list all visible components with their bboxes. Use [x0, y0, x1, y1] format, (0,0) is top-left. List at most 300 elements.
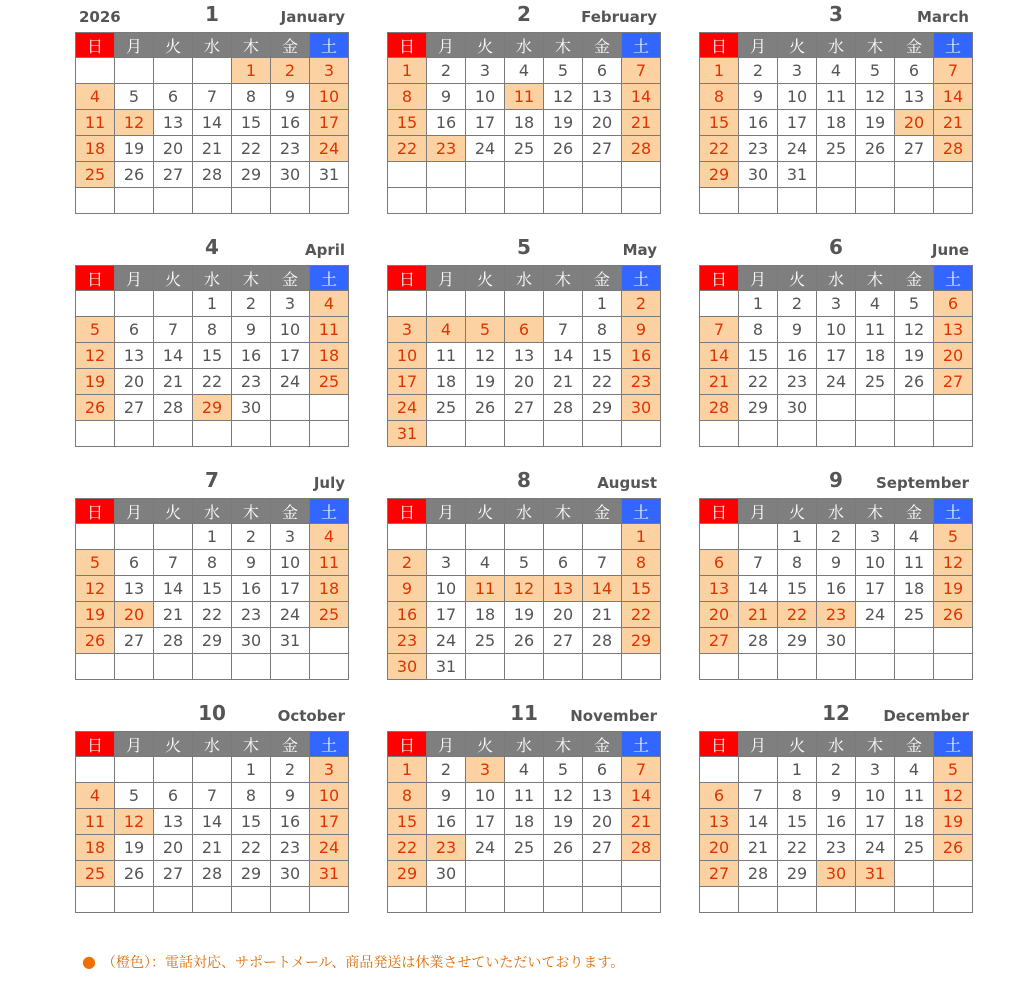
- empty-cell: [934, 162, 973, 188]
- month-name: October: [277, 707, 345, 725]
- weekday-header: 水: [505, 732, 544, 757]
- empty-cell: [154, 654, 193, 680]
- day-cell: 28: [739, 628, 778, 654]
- day-cell: 15: [193, 343, 232, 369]
- week-row: [76, 524, 349, 550]
- day-cell: 22: [583, 369, 622, 395]
- day-cell: 14: [193, 809, 232, 835]
- weekday-header-row: [76, 33, 349, 58]
- day-cell: 21: [622, 110, 661, 136]
- empty-cell: [895, 421, 934, 447]
- weekday-header: 火: [778, 499, 817, 524]
- empty-cell: [856, 188, 895, 214]
- day-cell: 3: [466, 757, 505, 783]
- week-row: [700, 395, 973, 421]
- week-row: [700, 887, 973, 913]
- day-cell: 18: [895, 809, 934, 835]
- day-cell: 18: [427, 369, 466, 395]
- day-cell: 12: [76, 576, 115, 602]
- day-cell: 22: [232, 835, 271, 861]
- week-row: [76, 550, 349, 576]
- week-row: [76, 628, 349, 654]
- week-row: [388, 136, 661, 162]
- weekday-header: 月: [115, 266, 154, 291]
- empty-cell: [232, 887, 271, 913]
- weekday-header: 木: [544, 499, 583, 524]
- day-cell: 11: [856, 317, 895, 343]
- day-cell: 4: [76, 84, 115, 110]
- day-cell: 21: [739, 835, 778, 861]
- empty-cell: [817, 887, 856, 913]
- weekday-header: 火: [466, 732, 505, 757]
- day-cell: 19: [466, 369, 505, 395]
- empty-cell: [115, 887, 154, 913]
- week-row: [700, 110, 973, 136]
- empty-cell: [115, 421, 154, 447]
- empty-cell: [76, 291, 115, 317]
- weekday-header: 月: [427, 266, 466, 291]
- day-cell: 25: [466, 628, 505, 654]
- day-cell: 17: [466, 110, 505, 136]
- day-cell: 30: [271, 861, 310, 887]
- day-cell: 5: [856, 58, 895, 84]
- day-cell: 13: [583, 84, 622, 110]
- day-cell: 9: [739, 84, 778, 110]
- weekday-header-row: [76, 732, 349, 757]
- day-cell: 17: [778, 110, 817, 136]
- month-name: June: [931, 241, 969, 259]
- day-cell: 28: [193, 861, 232, 887]
- empty-cell: [934, 628, 973, 654]
- day-cell: 31: [388, 421, 427, 447]
- day-cell: 2: [388, 550, 427, 576]
- month-grid: [75, 265, 349, 447]
- week-row: [388, 188, 661, 214]
- empty-cell: [622, 162, 661, 188]
- weekday-header: 火: [154, 499, 193, 524]
- day-cell: 12: [466, 343, 505, 369]
- day-cell: 1: [232, 58, 271, 84]
- day-cell: 10: [310, 84, 349, 110]
- day-cell: 20: [154, 136, 193, 162]
- weekday-header: 金: [583, 732, 622, 757]
- weekday-header: 日: [700, 33, 739, 58]
- empty-cell: [856, 421, 895, 447]
- weekday-header: 土: [310, 732, 349, 757]
- day-cell: 18: [505, 809, 544, 835]
- day-cell: 19: [934, 809, 973, 835]
- empty-cell: [271, 188, 310, 214]
- weekday-header: 日: [700, 499, 739, 524]
- weekday-header: 金: [271, 499, 310, 524]
- day-cell: 4: [427, 317, 466, 343]
- day-cell: 20: [115, 602, 154, 628]
- empty-cell: [466, 291, 505, 317]
- day-cell: 25: [856, 369, 895, 395]
- empty-cell: [622, 421, 661, 447]
- weekday-header: 木: [856, 499, 895, 524]
- empty-cell: [505, 188, 544, 214]
- month-june: [699, 233, 973, 447]
- day-cell: 4: [895, 757, 934, 783]
- day-cell: 21: [544, 369, 583, 395]
- weekday-header: 金: [895, 499, 934, 524]
- empty-cell: [778, 654, 817, 680]
- day-cell: 30: [232, 395, 271, 421]
- weekday-header: 日: [76, 732, 115, 757]
- week-row: [388, 291, 661, 317]
- day-cell: 1: [193, 291, 232, 317]
- day-cell: 29: [388, 861, 427, 887]
- day-cell: 13: [115, 576, 154, 602]
- empty-cell: [739, 757, 778, 783]
- day-cell: 31: [427, 654, 466, 680]
- day-cell: 14: [622, 783, 661, 809]
- day-cell: 1: [778, 524, 817, 550]
- month-grid: [699, 32, 973, 214]
- week-row: [388, 654, 661, 680]
- day-cell: 19: [115, 835, 154, 861]
- day-cell: 23: [232, 369, 271, 395]
- weekday-header: 木: [544, 266, 583, 291]
- day-cell: 17: [856, 809, 895, 835]
- day-cell: 6: [934, 291, 973, 317]
- empty-cell: [115, 291, 154, 317]
- empty-cell: [193, 58, 232, 84]
- day-cell: 9: [622, 317, 661, 343]
- week-row: [388, 421, 661, 447]
- week-row: [700, 84, 973, 110]
- day-cell: 17: [466, 809, 505, 835]
- month-grid: [387, 731, 661, 913]
- day-cell: 27: [154, 162, 193, 188]
- day-cell: 14: [739, 576, 778, 602]
- day-cell: 10: [817, 317, 856, 343]
- empty-cell: [271, 887, 310, 913]
- empty-cell: [544, 654, 583, 680]
- week-row: [700, 628, 973, 654]
- day-cell: 8: [388, 783, 427, 809]
- empty-cell: [271, 654, 310, 680]
- weekday-header-row: [388, 732, 661, 757]
- day-cell: 29: [622, 628, 661, 654]
- day-cell: 26: [934, 602, 973, 628]
- day-cell: 6: [700, 783, 739, 809]
- empty-cell: [271, 421, 310, 447]
- day-cell: 31: [271, 628, 310, 654]
- empty-cell: [895, 887, 934, 913]
- day-cell: 14: [622, 84, 661, 110]
- day-cell: 19: [544, 110, 583, 136]
- day-cell: 29: [193, 395, 232, 421]
- day-cell: 17: [856, 576, 895, 602]
- day-cell: 21: [622, 809, 661, 835]
- day-cell: 26: [505, 628, 544, 654]
- day-cell: 30: [739, 162, 778, 188]
- weekday-header: 日: [388, 732, 427, 757]
- week-row: [700, 576, 973, 602]
- weekday-header: 日: [76, 266, 115, 291]
- day-cell: 8: [232, 84, 271, 110]
- day-cell: 13: [895, 84, 934, 110]
- day-cell: 7: [154, 317, 193, 343]
- day-cell: 5: [544, 58, 583, 84]
- week-row: [76, 835, 349, 861]
- day-cell: 8: [193, 550, 232, 576]
- day-cell: 18: [76, 835, 115, 861]
- day-cell: 27: [934, 369, 973, 395]
- empty-cell: [466, 524, 505, 550]
- day-cell: 28: [583, 628, 622, 654]
- day-cell: 12: [934, 783, 973, 809]
- day-cell: 30: [427, 861, 466, 887]
- month-number: 2: [517, 2, 531, 26]
- day-cell: 23: [427, 136, 466, 162]
- week-row: [700, 524, 973, 550]
- day-cell: 10: [388, 343, 427, 369]
- week-row: [76, 58, 349, 84]
- empty-cell: [583, 524, 622, 550]
- day-cell: 10: [310, 783, 349, 809]
- day-cell: 2: [271, 757, 310, 783]
- month-header: [387, 233, 661, 265]
- day-cell: 3: [856, 524, 895, 550]
- empty-cell: [544, 291, 583, 317]
- weekday-header: 木: [232, 732, 271, 757]
- day-cell: 14: [583, 576, 622, 602]
- day-cell: 3: [310, 757, 349, 783]
- day-cell: 9: [388, 576, 427, 602]
- day-cell: 3: [271, 524, 310, 550]
- day-cell: 28: [739, 861, 778, 887]
- day-cell: 25: [310, 369, 349, 395]
- day-cell: 16: [817, 809, 856, 835]
- day-cell: 27: [115, 395, 154, 421]
- day-cell: 13: [583, 783, 622, 809]
- weekday-header: 火: [154, 266, 193, 291]
- month-header: [75, 699, 349, 731]
- day-cell: 30: [232, 628, 271, 654]
- day-cell: 20: [505, 369, 544, 395]
- weekday-header: 金: [583, 33, 622, 58]
- empty-cell: [544, 421, 583, 447]
- week-row: [700, 291, 973, 317]
- empty-cell: [934, 887, 973, 913]
- empty-cell: [778, 421, 817, 447]
- empty-cell: [739, 524, 778, 550]
- day-cell: 3: [271, 291, 310, 317]
- month-name: November: [570, 707, 657, 725]
- weekday-header-row: [700, 499, 973, 524]
- empty-cell: [76, 58, 115, 84]
- day-cell: 2: [427, 757, 466, 783]
- weekday-header: 木: [856, 33, 895, 58]
- empty-cell: [895, 654, 934, 680]
- week-row: [388, 369, 661, 395]
- day-cell: 23: [271, 835, 310, 861]
- day-cell: 5: [934, 757, 973, 783]
- day-cell: 3: [817, 291, 856, 317]
- month-february: [387, 0, 661, 214]
- week-row: [700, 317, 973, 343]
- day-cell: 7: [583, 550, 622, 576]
- week-row: [388, 84, 661, 110]
- month-number: 9: [829, 468, 843, 492]
- empty-cell: [934, 861, 973, 887]
- week-row: [76, 809, 349, 835]
- empty-cell: [76, 887, 115, 913]
- weekday-header: 月: [427, 732, 466, 757]
- day-cell: 1: [583, 291, 622, 317]
- day-cell: 25: [427, 395, 466, 421]
- day-cell: 27: [895, 136, 934, 162]
- empty-cell: [193, 757, 232, 783]
- day-cell: 10: [778, 84, 817, 110]
- empty-cell: [817, 395, 856, 421]
- week-row: [76, 84, 349, 110]
- weekday-header: 月: [115, 732, 154, 757]
- week-row: [700, 861, 973, 887]
- day-cell: 4: [466, 550, 505, 576]
- empty-cell: [76, 421, 115, 447]
- empty-cell: [310, 395, 349, 421]
- month-name: March: [916, 8, 969, 26]
- week-row: [388, 343, 661, 369]
- day-cell: 7: [739, 783, 778, 809]
- day-cell: 11: [310, 317, 349, 343]
- weekday-header: 金: [895, 266, 934, 291]
- day-cell: 23: [388, 628, 427, 654]
- day-cell: 22: [778, 602, 817, 628]
- day-cell: 9: [778, 317, 817, 343]
- day-cell: 16: [427, 809, 466, 835]
- week-row: [76, 395, 349, 421]
- week-row: [700, 162, 973, 188]
- day-cell: 12: [115, 110, 154, 136]
- day-cell: 6: [583, 58, 622, 84]
- empty-cell: [622, 654, 661, 680]
- day-cell: 20: [154, 835, 193, 861]
- day-cell: 15: [583, 343, 622, 369]
- day-cell: 21: [193, 835, 232, 861]
- month-number: 1: [205, 2, 219, 26]
- day-cell: 28: [193, 162, 232, 188]
- day-cell: 12: [895, 317, 934, 343]
- day-cell: 24: [388, 395, 427, 421]
- day-cell: 18: [817, 110, 856, 136]
- week-row: [76, 317, 349, 343]
- weekday-header: 月: [115, 33, 154, 58]
- year-label: 2026: [79, 8, 121, 26]
- month-header: [699, 0, 973, 32]
- month-grid: [699, 498, 973, 680]
- empty-cell: [193, 887, 232, 913]
- month-october: [75, 699, 349, 913]
- day-cell: 19: [76, 369, 115, 395]
- weekday-header: 土: [310, 266, 349, 291]
- day-cell: 16: [739, 110, 778, 136]
- day-cell: 14: [934, 84, 973, 110]
- month-august: [387, 466, 661, 680]
- weekday-header: 水: [817, 732, 856, 757]
- day-cell: 24: [310, 835, 349, 861]
- empty-cell: [310, 628, 349, 654]
- month-grid: [75, 731, 349, 913]
- month-header: [387, 0, 661, 32]
- empty-cell: [193, 188, 232, 214]
- day-cell: 23: [232, 602, 271, 628]
- day-cell: 1: [622, 524, 661, 550]
- day-cell: 6: [544, 550, 583, 576]
- empty-cell: [856, 395, 895, 421]
- empty-cell: [895, 861, 934, 887]
- day-cell: 22: [388, 835, 427, 861]
- day-cell: 26: [115, 162, 154, 188]
- month-header: [699, 699, 973, 731]
- day-cell: 16: [388, 602, 427, 628]
- empty-cell: [427, 291, 466, 317]
- weekday-header: 金: [271, 33, 310, 58]
- month-header: [387, 699, 661, 731]
- day-cell: 11: [505, 84, 544, 110]
- day-cell: 8: [232, 783, 271, 809]
- empty-cell: [115, 188, 154, 214]
- empty-cell: [466, 654, 505, 680]
- weekday-header: 月: [427, 499, 466, 524]
- weekday-header: 日: [388, 266, 427, 291]
- empty-cell: [934, 395, 973, 421]
- day-cell: 16: [232, 343, 271, 369]
- day-cell: 5: [115, 84, 154, 110]
- day-cell: 6: [154, 84, 193, 110]
- month-number: 4: [205, 235, 219, 259]
- empty-cell: [76, 654, 115, 680]
- weekday-header: 月: [739, 499, 778, 524]
- day-cell: 27: [700, 628, 739, 654]
- empty-cell: [817, 654, 856, 680]
- weekday-header-row: [700, 266, 973, 291]
- empty-cell: [544, 861, 583, 887]
- month-number: 7: [205, 468, 219, 492]
- week-row: [700, 757, 973, 783]
- empty-cell: [427, 421, 466, 447]
- week-row: [76, 757, 349, 783]
- day-cell: 24: [466, 136, 505, 162]
- empty-cell: [115, 757, 154, 783]
- weekday-header: 日: [76, 33, 115, 58]
- day-cell: 25: [817, 136, 856, 162]
- day-cell: 27: [544, 628, 583, 654]
- week-row: [76, 576, 349, 602]
- day-cell: 28: [622, 835, 661, 861]
- day-cell: 12: [856, 84, 895, 110]
- empty-cell: [427, 188, 466, 214]
- week-row: [76, 861, 349, 887]
- day-cell: 24: [427, 628, 466, 654]
- week-row: [76, 421, 349, 447]
- empty-cell: [115, 524, 154, 550]
- empty-cell: [622, 188, 661, 214]
- day-cell: 23: [739, 136, 778, 162]
- empty-cell: [388, 291, 427, 317]
- week-row: [700, 343, 973, 369]
- day-cell: 18: [466, 602, 505, 628]
- month-grid: [75, 32, 349, 214]
- day-cell: 18: [76, 136, 115, 162]
- day-cell: 17: [310, 809, 349, 835]
- day-cell: 14: [154, 343, 193, 369]
- day-cell: 7: [700, 317, 739, 343]
